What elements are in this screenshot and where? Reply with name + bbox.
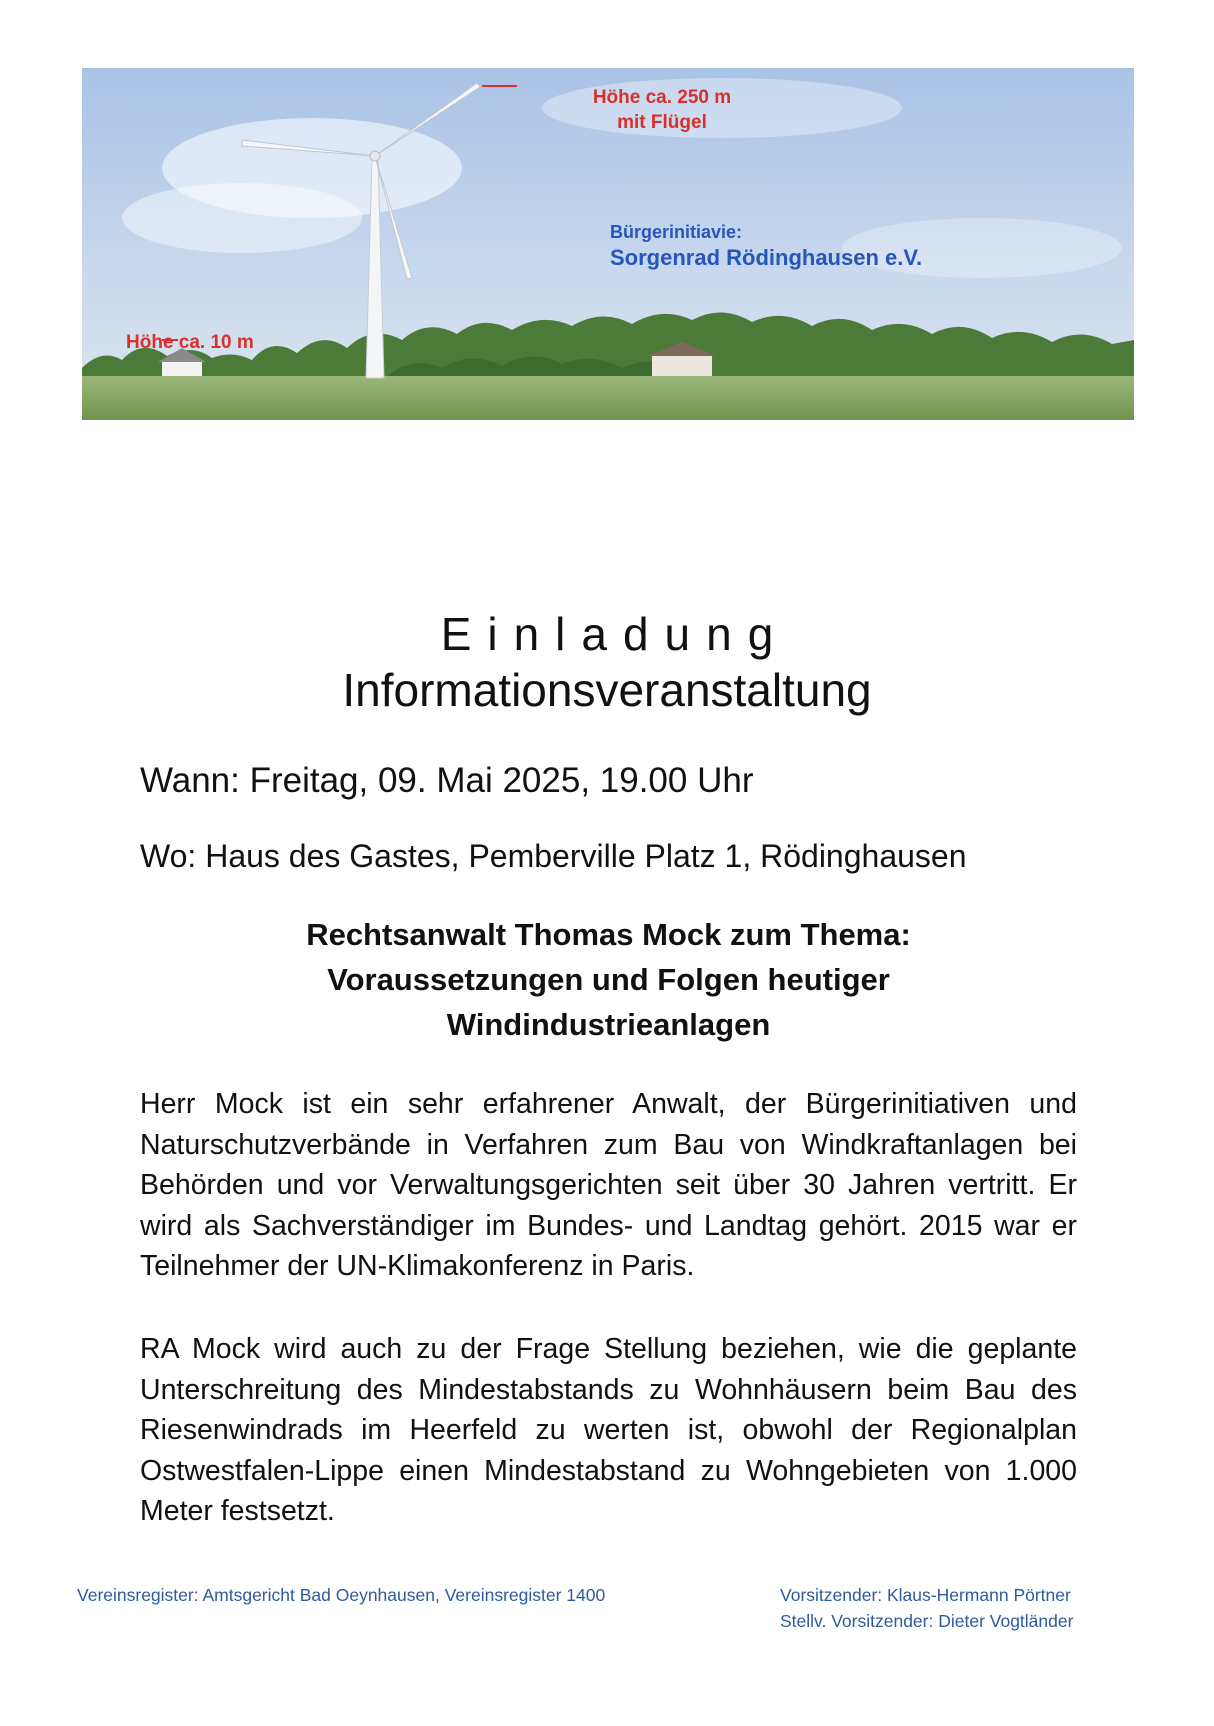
- footer-vice-chair: Stellv. Vorsitzender: Dieter Vogtländer: [780, 1611, 1074, 1631]
- footer-register: Vereinsregister: Amtsgericht Bad Oeynhausen, Vereinsregister 1400: [77, 1585, 606, 1605]
- header-banner-image: [82, 68, 1134, 420]
- speaker-bio-paragraph: Herr Mock ist ein sehr erfahrener Anwalt, der Bürgerinitiativen und Naturschutzverbände in Verfahren zum Bau von Windkraftanlagen bei Behörden und vor Verwaltungsgerichten seit über 30 Jahren vertritt. Er wird als Sachverständiger im Bundes- und Landtag gehört. 2015 war er Teilnehmer der UN-Klimakonferenz in Paris.: [140, 1088, 1077, 1282]
- title-event-type: Informationsveranstaltung: [342, 664, 872, 716]
- invitation-title: [0, 606, 1214, 718]
- talk-topic: [140, 912, 1077, 1047]
- event-location: Wo: Haus des Gastes, Pemberville Platz 1, Rödinghausen: [140, 838, 967, 874]
- house-height-label: Höhe ca. 10 m: [126, 332, 254, 353]
- topic-speaker: Rechtsanwalt Thomas Mock zum Thema:: [306, 917, 911, 952]
- topic-subject-line2: Windindustrieanlagen: [446, 1007, 771, 1042]
- organization-name: Sorgenrad Rödinghausen e.V.: [610, 245, 923, 270]
- footer-chair: Vorsitzender: Klaus-Hermann Pörtner: [780, 1585, 1071, 1605]
- topic-subject-line1: Voraussetzungen und Folgen heutiger: [327, 962, 890, 997]
- turbine-height-line: Höhe ca. 250 m: [592, 87, 732, 108]
- organization-label: [610, 220, 922, 272]
- turbine-height-note: mit Flügel: [617, 112, 707, 133]
- title-einladung: Einladung: [440, 608, 790, 660]
- organization-type: Bürgerinitiavie:: [610, 222, 743, 242]
- event-date: Wann: Freitag, 09. Mai 2025, 19.00 Uhr: [140, 761, 754, 800]
- footer-board: [780, 1582, 1073, 1634]
- turbine-height-label: [542, 85, 782, 135]
- topic-detail-paragraph: RA Mock wird auch zu der Frage Stellung beziehen, wie die geplante Unterschreitung des Mindestabstands zu Wohnhäusern beim Bau des Riesenwindrads im Heerfeld zu werten ist, obwohl der Regionalplan Ostwestfalen-Lippe einen Mindestabstand zu Wohngebieten von 1.000 Meter festsetzt.: [140, 1333, 1077, 1527]
